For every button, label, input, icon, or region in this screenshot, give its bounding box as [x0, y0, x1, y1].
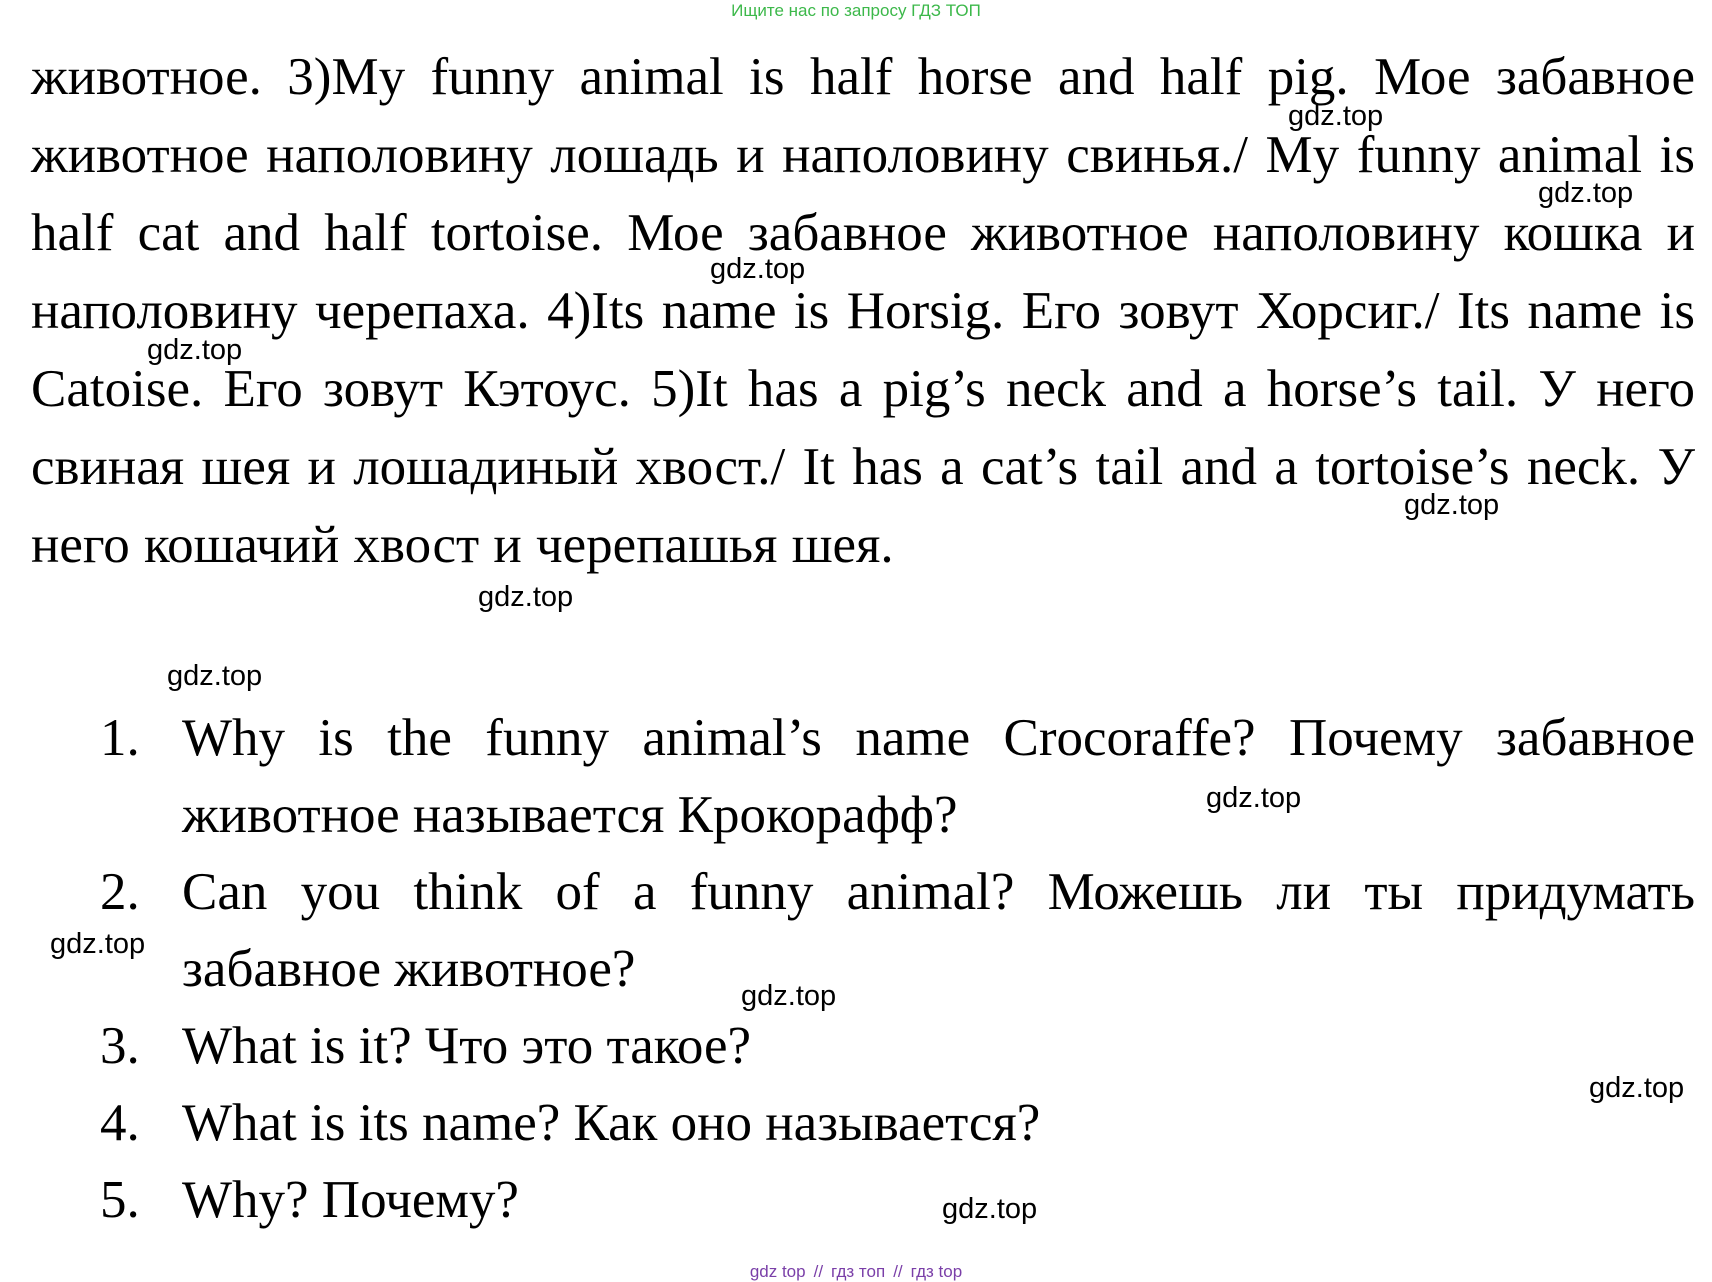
- footer-link-gdz-top[interactable]: gdz top: [749, 1262, 806, 1281]
- question-list: [100, 700, 1695, 1239]
- question-item-3: [100, 1008, 1695, 1085]
- question-text: Why? Почему?: [182, 1171, 519, 1229]
- watermark: gdz.top: [147, 334, 243, 366]
- question-text: Why is the funny animal’s name Crocoraffe? Почему забавное животное называется Крокорафф?: [182, 709, 1695, 844]
- question-number: 3.: [100, 1017, 140, 1075]
- question-number: 5.: [100, 1171, 140, 1229]
- question-number: 2.: [100, 863, 140, 921]
- question-text: What is its name? Как оно называется?: [182, 1094, 1041, 1152]
- watermark: gdz.top: [167, 660, 263, 692]
- question-number: 4.: [100, 1094, 140, 1152]
- watermark: gdz.top: [1404, 489, 1500, 521]
- footer-link-gdz-top-mixed[interactable]: гдз top: [910, 1262, 963, 1281]
- footer-separator: //: [893, 1262, 903, 1281]
- watermark: gdz.top: [741, 980, 837, 1012]
- watermark: gdz.top: [942, 1193, 1038, 1225]
- question-number: 1.: [100, 709, 140, 767]
- watermark: gdz.top: [1206, 782, 1302, 814]
- watermark: gdz.top: [1288, 100, 1384, 132]
- question-text: Can you think of a funny animal? Можешь ли ты придумать забавное животное?: [182, 863, 1695, 998]
- question-item-4: [100, 1085, 1695, 1162]
- footer: [0, 1262, 1712, 1282]
- question-item-2: [100, 854, 1695, 1008]
- watermark: gdz.top: [50, 928, 146, 960]
- footer-link-gdz-top-ru[interactable]: гдз топ: [831, 1262, 886, 1281]
- footer-separator: //: [813, 1262, 824, 1281]
- top-banner[interactable]: Ищите нас по запросу ГДЗ ТОП: [731, 1, 981, 20]
- answer-paragraph: животное. 3)My funny animal is half horse and half pig. Мое забавное животное наполовину лошадь и наполовину свинья./ My funny animal is half cat and half tortoise. Мое забавное животное наполовину кошка и наполовину черепаха. 4)Its name is Horsig. Его зовут Хорсиг./ Its name is Catoise. Его зовут Кэтоус. 5)It has a pig’s neck and a horse’s tail. У него свиная шея и лошадиный хвост./ It has a cat’s tail and a tortoise’s neck. У него кошачий хвост и черепашья шея.: [31, 48, 1695, 574]
- watermark: gdz.top: [1589, 1072, 1685, 1104]
- question-item-1: [100, 700, 1695, 854]
- watermark: gdz.top: [478, 581, 574, 613]
- question-text: What is it? Что это такое?: [182, 1017, 752, 1075]
- watermark: gdz.top: [1538, 177, 1634, 209]
- watermark: gdz.top: [710, 253, 806, 285]
- question-item-5: [100, 1162, 1695, 1239]
